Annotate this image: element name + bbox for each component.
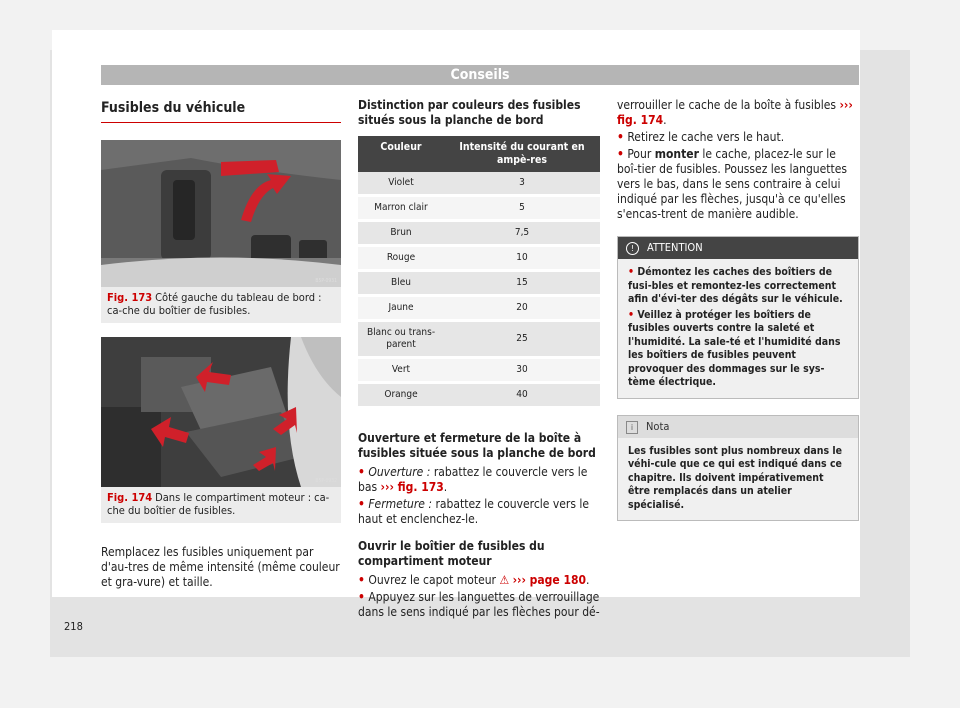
info-icon: i	[626, 421, 638, 434]
fuse-color-cell: Blanc ou trans-parent	[358, 321, 444, 358]
attention-text: Veillez à protéger les boîtiers de fusibles ouverts contre la saleté et l'humidité. La sale-té et l'humidité dans les boîtiers de fusibles peuvent provoquer des dommages sur le sys-tème électrique.	[628, 308, 841, 388]
figure-code: B5P-0931	[315, 278, 337, 284]
nota-title: Nota	[646, 419, 670, 433]
attention-title: ATTENTION	[647, 241, 703, 254]
fuse-amperage-cell: 20	[444, 296, 600, 321]
fuse-amperage-cell: 10	[444, 246, 600, 271]
fuse-color-cell: Bleu	[358, 271, 444, 296]
fuse-color-cell: Violet	[358, 172, 444, 196]
figure-174	[101, 337, 341, 523]
fuse-amperage-cell: 25	[444, 321, 600, 358]
fuse-color-cell: Brun	[358, 221, 444, 246]
bullet-icon: •	[617, 147, 624, 161]
dashboard-illustration	[101, 140, 341, 287]
figure-number: Fig. 173	[107, 291, 153, 304]
bullet-icon: •	[358, 573, 365, 587]
fuse-amperage-cell: 3	[444, 172, 600, 196]
table-row	[358, 358, 600, 383]
attention-text: Démontez les caches des boîtiers de fusi-bles et remontez-les correctement afin d'évi-ter des dégâts sur le véhicule.	[628, 266, 843, 305]
section-title-open-close: Ouverture et fermeture de la boîte à fusibles située sous la planche de bord	[358, 431, 596, 460]
bullet-icon: •	[617, 130, 624, 144]
bullet-closing	[358, 497, 600, 527]
table-row	[358, 172, 600, 196]
bullet-icon: •	[358, 465, 365, 479]
figure-caption	[101, 287, 341, 323]
bullet-icon: •	[628, 308, 635, 321]
bullet-remove-cover	[617, 130, 859, 145]
figure-reference-link[interactable]: ››› fig. 173	[380, 480, 444, 494]
section-header: Conseils	[101, 65, 859, 85]
table-row	[358, 296, 600, 321]
table-row	[358, 221, 600, 246]
nota-header	[618, 416, 858, 438]
attention-item	[628, 309, 848, 390]
bullet-opening: • Ouverture : rabattez le couvercle vers le bas ››› fig. 173.	[358, 465, 588, 494]
caption-text: Côté gauche du tableau de bord : ca-che du boîtier de fusibles.	[107, 291, 322, 317]
nota-text: Les fusibles sont plus nombreux dans le véhi-cule que ce qui est indiqué dans ce chapitre. Ils doivent impérativement être remplacés dans un atelier spécialisé.	[628, 444, 843, 511]
table-row	[358, 271, 600, 296]
fuse-color-cell: Orange	[358, 383, 444, 408]
bullet-label: Ouverture :	[368, 465, 431, 479]
engine-fusebox-image	[101, 337, 341, 487]
column-middle	[358, 98, 600, 620]
bullet-text: Retirez le cache vers le haut.	[627, 130, 785, 144]
continued-paragraph: verrouiller le cache de la boîte à fusibles ››› fig. 174.	[617, 98, 853, 127]
bullet-text: rabattez le couvercle vers le bas	[358, 465, 588, 494]
bullet-icon: •	[358, 590, 365, 604]
bullet-text: Pour	[627, 147, 652, 161]
fuse-amperage-cell: 40	[444, 383, 600, 408]
figure-caption	[101, 487, 341, 523]
bullet-label: Fermeture :	[368, 497, 433, 511]
bullet-text: Appuyez sur les languettes de verrouillage dans le sens indiqué par les flèches pour dé-	[358, 590, 600, 619]
continued-text: verrouiller le cache de la boîte à fusibles	[617, 98, 837, 112]
engine-compartment-illustration	[101, 337, 341, 487]
fuse-color-table	[358, 136, 600, 409]
fuse-amperage-cell: 15	[444, 271, 600, 296]
table-row	[358, 383, 600, 408]
table-row	[358, 246, 600, 271]
dashboard-fusebox-image	[101, 140, 341, 287]
bullet-press-tabs	[358, 590, 600, 620]
bullet-text: rabattez le couvercle vers le haut et enclenchez-le.	[358, 497, 590, 526]
bullet-bold-word: monter	[654, 147, 699, 161]
figure-reference-link[interactable]: ››› fig. 174	[617, 98, 853, 127]
attention-box	[617, 236, 859, 399]
figure-173	[101, 140, 341, 323]
attention-body	[618, 259, 858, 398]
table-row	[358, 196, 600, 221]
figure-code: B5P-0932	[315, 478, 337, 484]
fuse-amperage-cell: 30	[444, 358, 600, 383]
fuse-color-cell: Vert	[358, 358, 444, 383]
column-left	[101, 95, 341, 590]
caption-text: Dans le compartiment moteur : ca-che du boîtier de fusibles.	[107, 491, 330, 517]
table-title: Distinction par couleurs des fusibles situés sous la planche de bord	[358, 98, 581, 127]
page-number: 218	[64, 620, 83, 633]
section-title: Fusibles du véhicule	[101, 100, 341, 123]
fuse-color-cell: Marron clair	[358, 196, 444, 221]
column-right	[617, 98, 859, 521]
bullet-mount-cover	[617, 147, 859, 222]
page-reference-link[interactable]: ››› page 180	[512, 573, 587, 587]
nota-box	[617, 415, 859, 522]
table-row	[358, 321, 600, 358]
bullet-open-hood: • Ouvrez le capot moteur ⚠ ››› page 180.	[358, 573, 590, 587]
intro-paragraph: Remplacez les fusibles uniquement par d'au-tres de même intensité (même couleur et gra-vure) et taille.	[101, 545, 340, 589]
fuse-color-cell: Jaune	[358, 296, 444, 321]
attention-item	[628, 266, 848, 307]
bullet-icon: •	[628, 266, 635, 278]
bullet-text: le cache, placez-le sur le boî-tier de fusibles. Poussez les languettes vers le bas, dans le sens contraire à celui indiqué par les flèches, jusqu'à ce qu'elles s'encas-trent de manière audible.	[617, 147, 848, 221]
bullet-text: Ouvrez le capot moteur	[368, 573, 496, 587]
attention-header	[618, 237, 858, 259]
fuse-amperage-cell: 7,5	[444, 221, 600, 246]
fuse-amperage-cell: 5	[444, 196, 600, 221]
section-title-engine-box: Ouvrir le boîtier de fusibles du compartiment moteur	[358, 539, 545, 568]
alert-circle-icon: !	[626, 242, 639, 255]
table-header-color: Couleur	[358, 136, 444, 172]
figure-number: Fig. 174	[107, 491, 153, 504]
warning-triangle-icon: ⚠	[499, 573, 510, 587]
fuse-color-cell: Rouge	[358, 246, 444, 271]
bullet-icon: •	[358, 497, 365, 511]
table-header-amperage: Intensité du courant en ampè-res	[444, 136, 600, 172]
